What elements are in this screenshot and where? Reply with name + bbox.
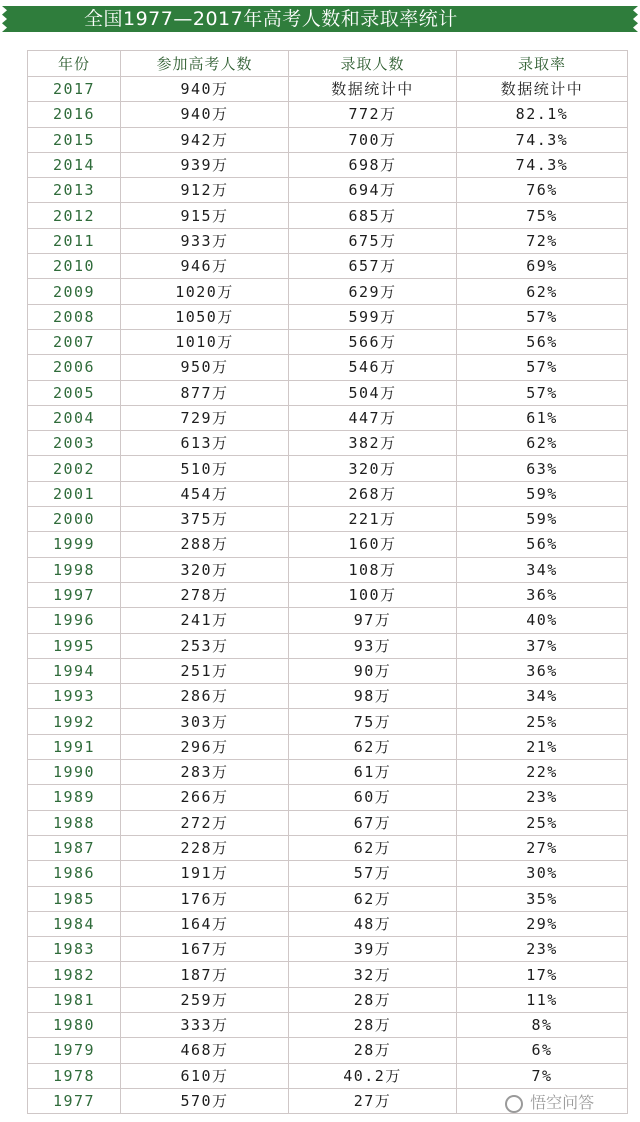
cell-applicants: 912万 <box>121 178 289 203</box>
cell-rate: 76% <box>457 178 628 203</box>
table-header-row <box>28 51 628 77</box>
cell-rate: 21% <box>457 734 628 759</box>
cell-year: 1978 <box>28 1063 121 1088</box>
cell-applicants: 610万 <box>121 1063 289 1088</box>
cell-rate: 40% <box>457 608 628 633</box>
cell-applicants: 950万 <box>121 355 289 380</box>
cell-rate: 75% <box>457 203 628 228</box>
cell-year: 1995 <box>28 633 121 658</box>
cell-year: 2000 <box>28 507 121 532</box>
cell-applicants: 1020万 <box>121 279 289 304</box>
cell-admitted: 772万 <box>289 102 457 127</box>
cell-applicants: 468万 <box>121 1038 289 1063</box>
cell-applicants: 877万 <box>121 380 289 405</box>
cell-admitted: 698万 <box>289 152 457 177</box>
cell-admitted: 546万 <box>289 355 457 380</box>
cell-rate: 62% <box>457 431 628 456</box>
cell-applicants: 570万 <box>121 1088 289 1113</box>
cell-applicants: 272万 <box>121 810 289 835</box>
table-row <box>28 77 628 102</box>
cell-admitted: 382万 <box>289 431 457 456</box>
table-row <box>28 203 628 228</box>
cell-rate: 27% <box>457 835 628 860</box>
cell-admitted: 160万 <box>289 532 457 557</box>
cell-year: 1996 <box>28 608 121 633</box>
cell-applicants: 303万 <box>121 709 289 734</box>
cell-admitted: 97万 <box>289 608 457 633</box>
watermark-text: 悟空问答 <box>530 1093 595 1112</box>
cell-applicants: 296万 <box>121 734 289 759</box>
wukong-logo-icon <box>505 1095 523 1113</box>
cell-applicants: 915万 <box>121 203 289 228</box>
cell-rate: 56% <box>457 329 628 354</box>
cell-admitted: 62万 <box>289 734 457 759</box>
cell-admitted: 447万 <box>289 405 457 430</box>
cell-admitted: 40.2万 <box>289 1063 457 1088</box>
table-row <box>28 405 628 430</box>
cell-admitted: 268万 <box>289 481 457 506</box>
table-row <box>28 532 628 557</box>
cell-applicants: 253万 <box>121 633 289 658</box>
table-row <box>28 785 628 810</box>
cell-year: 2013 <box>28 178 121 203</box>
cell-admitted: 100万 <box>289 582 457 607</box>
table-row <box>28 684 628 709</box>
cell-applicants: 278万 <box>121 582 289 607</box>
cell-applicants: 939万 <box>121 152 289 177</box>
cell-year: 1989 <box>28 785 121 810</box>
cell-year: 2017 <box>28 77 121 102</box>
cell-applicants: 288万 <box>121 532 289 557</box>
cell-rate: 69% <box>457 254 628 279</box>
cell-applicants: 228万 <box>121 835 289 860</box>
cell-admitted: 39万 <box>289 937 457 962</box>
table-row <box>28 557 628 582</box>
cell-rate: 35% <box>457 886 628 911</box>
page-title: 全国1977—2017年高考人数和录取率统计 <box>84 8 458 30</box>
table-row <box>28 633 628 658</box>
table-row <box>28 456 628 481</box>
cell-admitted: 694万 <box>289 178 457 203</box>
cell-year: 2004 <box>28 405 121 430</box>
cell-rate: 23% <box>457 785 628 810</box>
cell-applicants: 942万 <box>121 127 289 152</box>
cell-rate: 57% <box>457 355 628 380</box>
table-row <box>28 380 628 405</box>
cell-year: 1998 <box>28 557 121 582</box>
cell-admitted: 566万 <box>289 329 457 354</box>
table-row <box>28 127 628 152</box>
cell-rate: 37% <box>457 633 628 658</box>
cell-rate: 8% <box>457 1012 628 1037</box>
table-row <box>28 835 628 860</box>
cell-admitted: 61万 <box>289 760 457 785</box>
cell-admitted: 108万 <box>289 557 457 582</box>
cell-rate: 29% <box>457 911 628 936</box>
cell-applicants: 283万 <box>121 760 289 785</box>
table-row <box>28 987 628 1012</box>
cell-applicants: 167万 <box>121 937 289 962</box>
cell-admitted: 48万 <box>289 911 457 936</box>
cell-rate: 57% <box>457 380 628 405</box>
table-row <box>28 709 628 734</box>
cell-rate: 36% <box>457 582 628 607</box>
cell-admitted: 98万 <box>289 684 457 709</box>
cell-year: 1986 <box>28 861 121 886</box>
cell-rate: 59% <box>457 507 628 532</box>
cell-rate: 数据统计中 <box>457 77 628 102</box>
banner-right-edge <box>630 6 640 32</box>
cell-rate: 59% <box>457 481 628 506</box>
table-row <box>28 582 628 607</box>
cell-rate: 57% <box>457 304 628 329</box>
cell-applicants: 191万 <box>121 861 289 886</box>
table-row <box>28 1063 628 1088</box>
table-row <box>28 608 628 633</box>
cell-rate: 63% <box>457 456 628 481</box>
banner-left-edge <box>0 6 10 32</box>
cell-admitted: 657万 <box>289 254 457 279</box>
cell-year: 2007 <box>28 329 121 354</box>
table-row <box>28 810 628 835</box>
cell-applicants: 241万 <box>121 608 289 633</box>
cell-year: 1982 <box>28 962 121 987</box>
cell-year: 1994 <box>28 658 121 683</box>
cell-applicants: 454万 <box>121 481 289 506</box>
cell-rate: 61% <box>457 405 628 430</box>
cell-admitted: 675万 <box>289 228 457 253</box>
cell-applicants: 946万 <box>121 254 289 279</box>
table-row <box>28 355 628 380</box>
cell-year: 1997 <box>28 582 121 607</box>
stats-table <box>27 50 628 1114</box>
header-admitted: 录取人数 <box>289 51 457 77</box>
cell-admitted: 700万 <box>289 127 457 152</box>
cell-applicants: 259万 <box>121 987 289 1012</box>
cell-year: 1983 <box>28 937 121 962</box>
header-rate: 录取率 <box>457 51 628 77</box>
table-row <box>28 329 628 354</box>
cell-year: 2008 <box>28 304 121 329</box>
table-row <box>28 228 628 253</box>
cell-rate: 72% <box>457 228 628 253</box>
table-row <box>28 279 628 304</box>
cell-year: 2015 <box>28 127 121 152</box>
cell-year: 1977 <box>28 1088 121 1113</box>
cell-rate: 34% <box>457 684 628 709</box>
cell-year: 2016 <box>28 102 121 127</box>
table-row <box>28 760 628 785</box>
cell-year: 1991 <box>28 734 121 759</box>
cell-year: 2011 <box>28 228 121 253</box>
cell-admitted: 28万 <box>289 1038 457 1063</box>
cell-admitted: 数据统计中 <box>289 77 457 102</box>
cell-rate: 23% <box>457 937 628 962</box>
cell-applicants: 933万 <box>121 228 289 253</box>
cell-rate: 30% <box>457 861 628 886</box>
cell-applicants: 613万 <box>121 431 289 456</box>
title-banner <box>10 6 630 32</box>
table-row <box>28 481 628 506</box>
cell-applicants: 1050万 <box>121 304 289 329</box>
cell-admitted: 62万 <box>289 886 457 911</box>
cell-admitted: 221万 <box>289 507 457 532</box>
header-applicants: 参加高考人数 <box>121 51 289 77</box>
cell-year: 1984 <box>28 911 121 936</box>
cell-admitted: 599万 <box>289 304 457 329</box>
cell-year: 2003 <box>28 431 121 456</box>
table-row <box>28 962 628 987</box>
cell-year: 1993 <box>28 684 121 709</box>
cell-applicants: 333万 <box>121 1012 289 1037</box>
watermark <box>505 1090 594 1113</box>
cell-year: 1990 <box>28 760 121 785</box>
table-row <box>28 507 628 532</box>
table-row <box>28 937 628 962</box>
cell-applicants: 187万 <box>121 962 289 987</box>
cell-applicants: 266万 <box>121 785 289 810</box>
cell-rate: 11% <box>457 987 628 1012</box>
cell-applicants: 729万 <box>121 405 289 430</box>
cell-year: 2001 <box>28 481 121 506</box>
cell-year: 2006 <box>28 355 121 380</box>
table-row <box>28 1038 628 1063</box>
cell-rate: 56% <box>457 532 628 557</box>
table-row <box>28 431 628 456</box>
cell-year: 1988 <box>28 810 121 835</box>
cell-rate: 34% <box>457 557 628 582</box>
cell-rate: 74.3% <box>457 152 628 177</box>
cell-admitted: 629万 <box>289 279 457 304</box>
cell-admitted: 75万 <box>289 709 457 734</box>
cell-admitted: 27万 <box>289 1088 457 1113</box>
cell-rate: 22% <box>457 760 628 785</box>
cell-year: 2014 <box>28 152 121 177</box>
cell-year: 1987 <box>28 835 121 860</box>
cell-rate: 25% <box>457 709 628 734</box>
cell-admitted: 685万 <box>289 203 457 228</box>
cell-admitted: 28万 <box>289 1012 457 1037</box>
cell-admitted: 320万 <box>289 456 457 481</box>
cell-year: 1985 <box>28 886 121 911</box>
cell-year: 1979 <box>28 1038 121 1063</box>
table-row <box>28 152 628 177</box>
cell-year: 2012 <box>28 203 121 228</box>
cell-admitted: 28万 <box>289 987 457 1012</box>
cell-rate: 62% <box>457 279 628 304</box>
cell-admitted: 67万 <box>289 810 457 835</box>
cell-year: 2010 <box>28 254 121 279</box>
cell-rate: 82.1% <box>457 102 628 127</box>
table-row <box>28 861 628 886</box>
cell-admitted: 504万 <box>289 380 457 405</box>
table-row <box>28 658 628 683</box>
cell-applicants: 164万 <box>121 911 289 936</box>
cell-applicants: 510万 <box>121 456 289 481</box>
cell-applicants: 176万 <box>121 886 289 911</box>
cell-applicants: 286万 <box>121 684 289 709</box>
cell-year: 1980 <box>28 1012 121 1037</box>
cell-admitted: 62万 <box>289 835 457 860</box>
cell-admitted: 32万 <box>289 962 457 987</box>
cell-admitted: 90万 <box>289 658 457 683</box>
header-year: 年份 <box>28 51 121 77</box>
cell-rate: 17% <box>457 962 628 987</box>
table-body <box>28 77 628 1114</box>
cell-rate: 74.3% <box>457 127 628 152</box>
cell-applicants: 251万 <box>121 658 289 683</box>
cell-admitted: 93万 <box>289 633 457 658</box>
table-row <box>28 178 628 203</box>
cell-year: 1981 <box>28 987 121 1012</box>
cell-year: 2002 <box>28 456 121 481</box>
cell-year: 2009 <box>28 279 121 304</box>
table-row <box>28 1012 628 1037</box>
cell-applicants: 375万 <box>121 507 289 532</box>
table-row <box>28 102 628 127</box>
cell-applicants: 320万 <box>121 557 289 582</box>
table-row <box>28 734 628 759</box>
cell-applicants: 940万 <box>121 102 289 127</box>
cell-rate: 25% <box>457 810 628 835</box>
cell-admitted: 57万 <box>289 861 457 886</box>
table-row <box>28 911 628 936</box>
cell-year: 2005 <box>28 380 121 405</box>
cell-applicants: 1010万 <box>121 329 289 354</box>
cell-rate: 36% <box>457 658 628 683</box>
cell-year: 1999 <box>28 532 121 557</box>
cell-year: 1992 <box>28 709 121 734</box>
table-row <box>28 886 628 911</box>
table-row <box>28 254 628 279</box>
table-row <box>28 304 628 329</box>
cell-applicants: 940万 <box>121 77 289 102</box>
cell-rate: 6% <box>457 1038 628 1063</box>
cell-admitted: 60万 <box>289 785 457 810</box>
cell-rate: 7% <box>457 1063 628 1088</box>
